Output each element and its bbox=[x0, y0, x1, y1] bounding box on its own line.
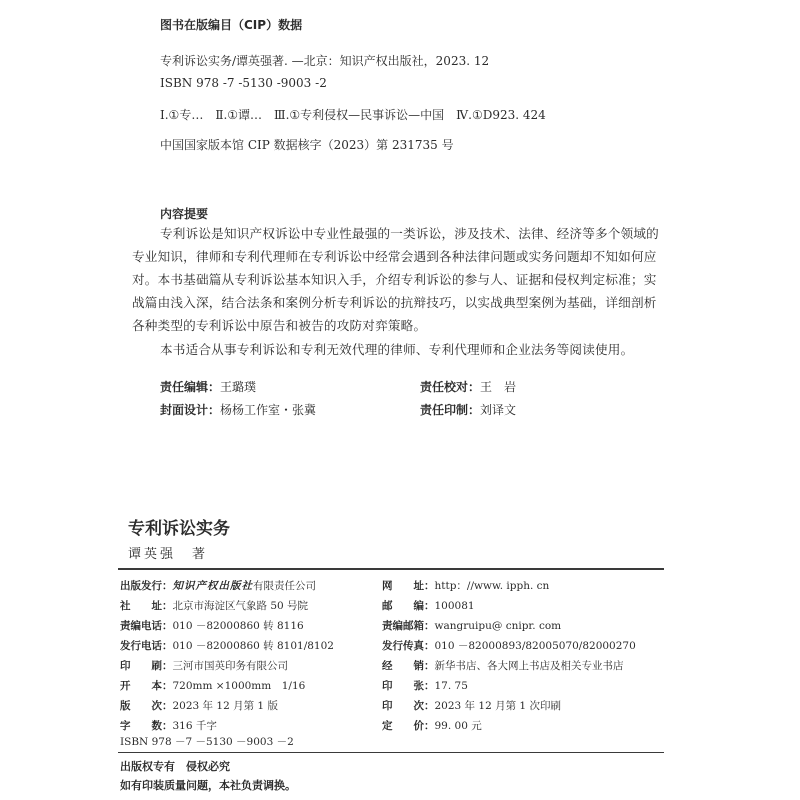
copyright-notice: 出版权专有 侵权必究 bbox=[120, 760, 230, 773]
imprint-seller bbox=[382, 654, 624, 673]
imprint-publisher-label: 出版发行： bbox=[120, 580, 173, 592]
imprint-dist-phone-label: 发行电话： bbox=[120, 640, 173, 652]
imprint-editor-phone-value: 010 －82000860 转 8116 bbox=[172, 620, 304, 632]
imprint-postcode-value: 100081 bbox=[434, 600, 475, 612]
imprint-dist-phone bbox=[120, 634, 334, 653]
imprint-address bbox=[120, 594, 308, 613]
cip-isbn-line: ISBN 978 -7 -5130 -9003 -2 bbox=[160, 76, 327, 90]
imprint-price-value: 99. 00 元 bbox=[434, 720, 482, 732]
imprint-editor-phone-label: 责编电话： bbox=[120, 620, 173, 632]
cip-heading: 图书在版编目（CIP）数据 bbox=[160, 18, 303, 32]
imprint-words-label: 字 数： bbox=[120, 720, 173, 732]
imprint-printer-label: 印 刷： bbox=[120, 660, 173, 672]
imprint-impression bbox=[382, 694, 561, 713]
imprint-seller-label: 经 销： bbox=[382, 660, 435, 672]
imprint-editor-email-value: wangruipu@ cnipr. com bbox=[434, 620, 562, 632]
summary-paragraph-1: 专利诉讼是知识产权诉讼中专业性最强的一类诉讼，涉及技术、法律、经济等多个领域的专业知识，律师和专利代理师在专利诉讼中经常会遇到各种法律问题或实务问题却不知如何应对。本书基础篇从专利诉讼基本知识入手，介绍专利诉讼的参与人、证据和侵权判定标准；实战篇由浅入深，结合法条和案例分析专利诉讼的抗辩技巧，以实战典型案例为基础，详细剖析各种类型的专利诉讼中原告和被告的攻防对弈策略。 bbox=[132, 226, 659, 333]
imprint-publisher-suffix: 有限责任公司 bbox=[253, 580, 316, 592]
credit-print-label: 责任印制： bbox=[420, 403, 481, 417]
imprint-words bbox=[120, 714, 217, 733]
imprint-website bbox=[382, 574, 549, 593]
imprint-bottom-rule bbox=[118, 752, 664, 753]
credit-cover-value: 杨杨工作室・张冀 bbox=[220, 403, 317, 417]
imprint-address-value: 北京市海淀区气象路 50 号院 bbox=[172, 600, 309, 612]
imprint-top-rule bbox=[118, 568, 664, 570]
imprint-price-label: 定 价： bbox=[382, 720, 435, 732]
imprint-publisher-name: 知识产权出版社 bbox=[172, 580, 253, 592]
credit-cover-label: 封面设计： bbox=[160, 403, 221, 417]
credit-proofreader-value: 王 岩 bbox=[480, 380, 517, 394]
book-author: 谭英强 著 bbox=[128, 547, 209, 562]
cip-classification-line: Ⅰ.①专… Ⅱ.①谭… Ⅲ.①专利侵权—民事诉讼—中国 Ⅳ.①D923. 424 bbox=[160, 108, 546, 122]
imprint-edition bbox=[120, 694, 278, 713]
imprint-fax-label: 发行传真： bbox=[382, 640, 435, 652]
credit-cover-design bbox=[160, 401, 316, 418]
credit-editor-value: 王璐璞 bbox=[220, 380, 257, 394]
book-title: 专利诉讼实务 bbox=[128, 519, 230, 539]
imprint-edition-label: 版 次： bbox=[120, 700, 173, 712]
credit-proofreader bbox=[420, 378, 516, 395]
imprint-format-label: 开 本： bbox=[120, 680, 173, 692]
imprint-sheets bbox=[382, 674, 468, 693]
imprint-edition-value: 2023 年 12 月第 1 版 bbox=[172, 700, 278, 712]
imprint-fax bbox=[382, 634, 636, 653]
credit-printing bbox=[420, 401, 516, 418]
cip-record-number: 中国国家版本馆 CIP 数据核字（2023）第 231735 号 bbox=[160, 138, 454, 152]
imprint-fax-value: 010 －82000893/82005070/82000270 bbox=[434, 640, 636, 652]
credit-print-value: 刘译文 bbox=[480, 403, 517, 417]
credit-editor bbox=[160, 378, 256, 395]
imprint-editor-email-label: 责编邮箱： bbox=[382, 620, 435, 632]
imprint-impression-value: 2023 年 12 月第 1 次印刷 bbox=[434, 700, 561, 712]
imprint-website-label: 网 址： bbox=[382, 580, 435, 592]
summary-paragraph-2: 本书适合从事专利诉讼和专利无效代理的律师、专利代理师和企业法务等阅读使用。 bbox=[160, 342, 634, 357]
credit-proofreader-label: 责任校对： bbox=[420, 380, 481, 394]
imprint-printer bbox=[120, 654, 288, 673]
imprint-printer-value: 三河市国英印务有限公司 bbox=[172, 660, 288, 672]
imprint-seller-value: 新华书店、各大网上书店及相关专业书店 bbox=[434, 660, 624, 672]
summary-heading: 内容提要 bbox=[160, 207, 209, 221]
imprint-price bbox=[382, 714, 482, 733]
imprint-editor-email bbox=[382, 614, 561, 633]
imprint-impression-label: 印 次： bbox=[382, 700, 435, 712]
imprint-publisher bbox=[120, 574, 316, 593]
imprint-words-value: 316 千字 bbox=[172, 720, 217, 732]
cip-title-line: 专利诉讼实务/谭英强著. —北京：知识产权出版社，2023. 12 bbox=[160, 54, 490, 68]
imprint-address-label: 社 址： bbox=[120, 600, 173, 612]
imprint-sheets-value: 17. 75 bbox=[434, 680, 468, 692]
imprint-format bbox=[120, 674, 305, 693]
imprint-website-value: http：//www. ipph. cn bbox=[434, 580, 550, 592]
credit-editor-label: 责任编辑： bbox=[160, 380, 221, 394]
quality-notice: 如有印装质量问题，本社负责调换。 bbox=[120, 779, 296, 792]
imprint-postcode bbox=[382, 594, 475, 613]
imprint-dist-phone-value: 010 －82000860 转 8101/8102 bbox=[172, 640, 334, 652]
imprint-postcode-label: 邮 编： bbox=[382, 600, 435, 612]
imprint-isbn: ISBN 978 －7 －5130 －9003 －2 bbox=[120, 736, 294, 748]
imprint-format-value: 720mm ×1000mm 1/16 bbox=[172, 680, 306, 692]
imprint-sheets-label: 印 张： bbox=[382, 680, 435, 692]
imprint-editor-phone bbox=[120, 614, 304, 633]
